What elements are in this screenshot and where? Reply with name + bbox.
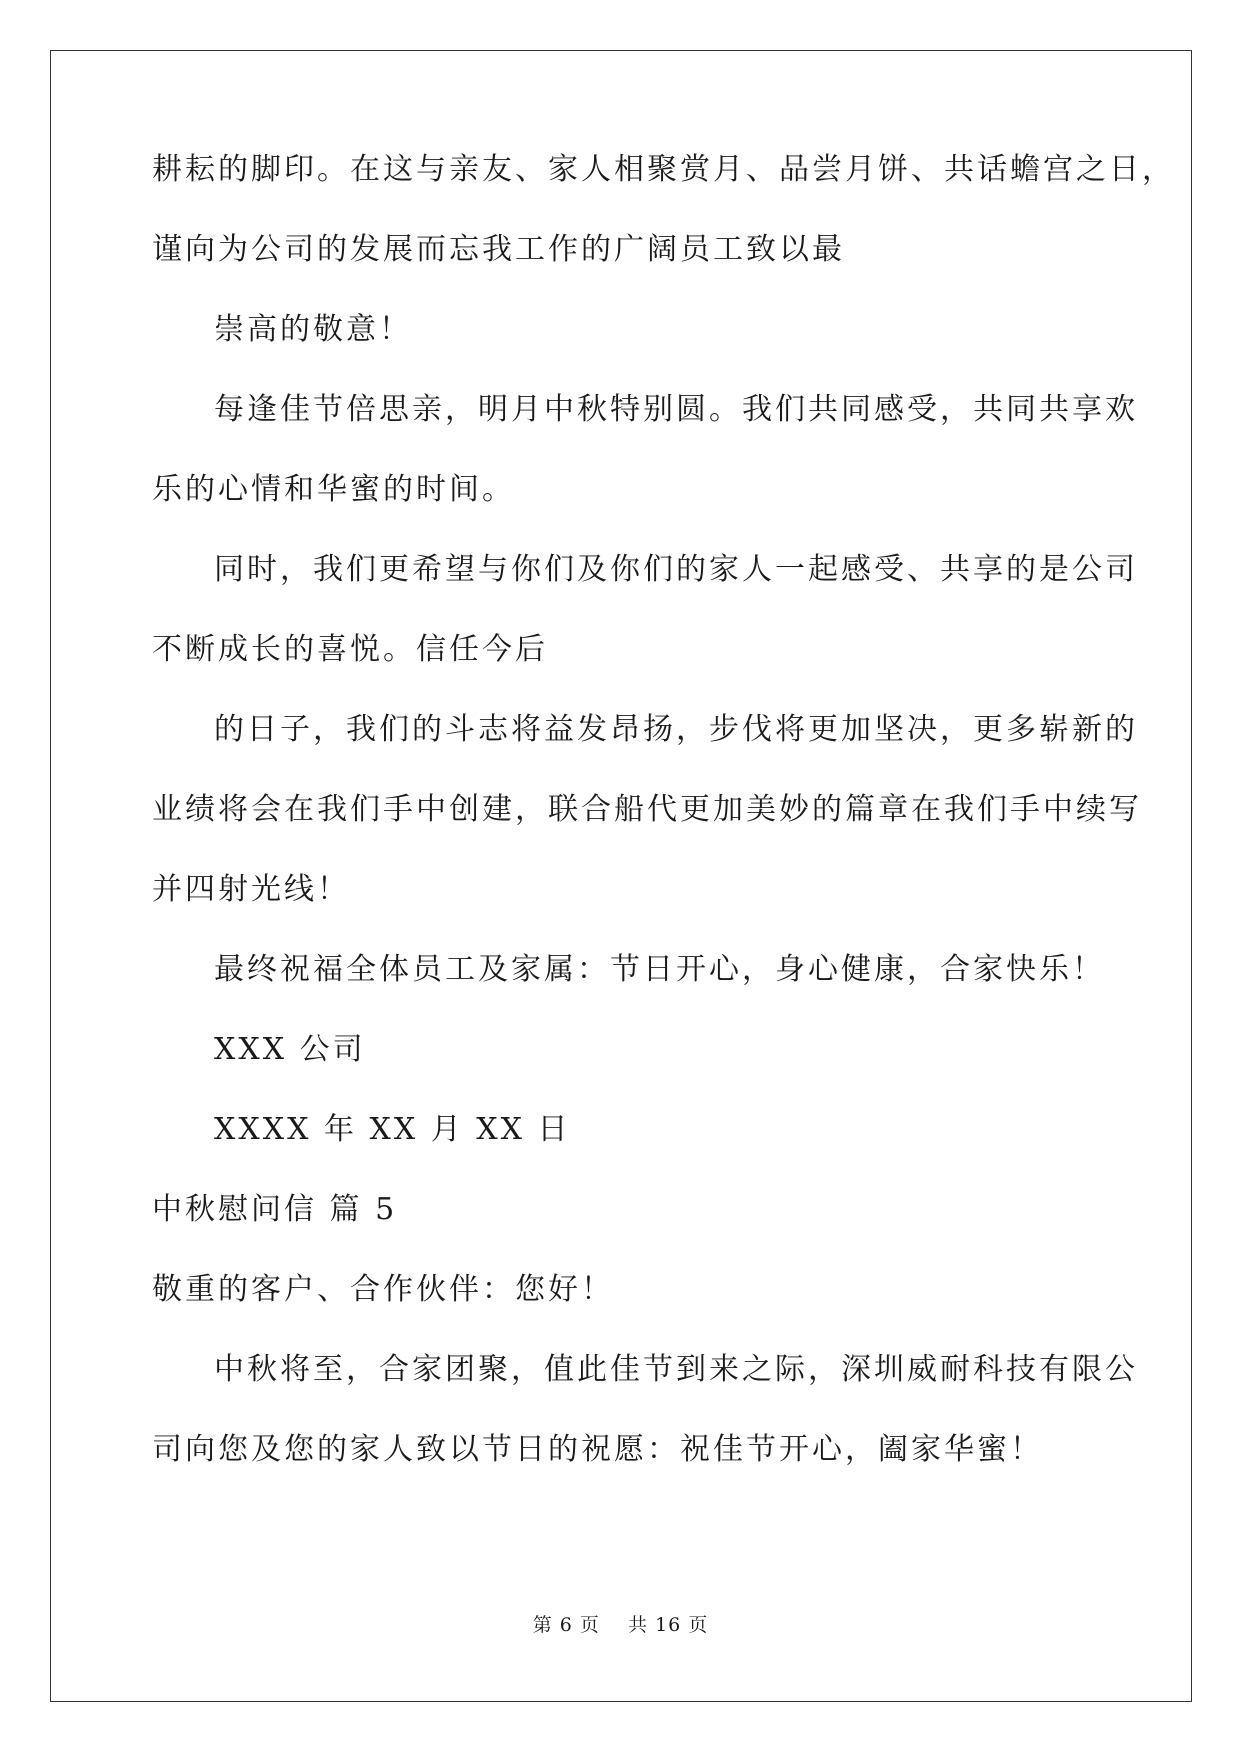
body-text-line: 耕耘的脚印。在这与亲友、家人相聚赏月、品尝月饼、共话蟾宫之日，: [152, 152, 1175, 187]
body-text-line: 崇高的敬意！: [214, 312, 412, 347]
salutation: 敬重的客户、合作伙伴：您好！: [152, 1272, 614, 1307]
body-text-line: 中秋将至，合家团聚，值此佳节到来之际，深圳威耐科技有限公: [214, 1352, 1138, 1387]
body-text-line: 最终祝福全体员工及家属：节日开心，身心健康，合家快乐！: [214, 952, 1105, 987]
body-text-line: 业绩将会在我们手中创建，联合船代更加美妙的篇章在我们手中续写: [152, 792, 1142, 827]
signature-date: XXXX 年 XX 月 XX 日: [214, 1112, 571, 1147]
body-text-line: 谨向为公司的发展而忘我工作的广阔员工致以最: [152, 232, 845, 267]
section-heading: 中秋慰问信 篇 5: [152, 1192, 398, 1227]
page-number: 第 6 页 共 16 页: [532, 1614, 709, 1636]
body-text-line: 司向您及您的家人致以节日的祝愿：祝佳节开心，阖家华蜜！: [152, 1432, 1043, 1467]
body-text-line: 每逢佳节倍思亲，明月中秋特别圆。我们共同感受，共同共享欢: [214, 392, 1138, 427]
signature-company: XXX 公司: [214, 1032, 366, 1067]
body-text-line: 同时，我们更希望与你们及你们的家人一起感受、共享的是公司: [214, 552, 1138, 587]
body-text-line: 不断成长的喜悦。信任今后: [152, 632, 548, 667]
body-text-line: 乐的心情和华蜜的时间。: [152, 472, 515, 507]
body-text-line: 并四射光线！: [152, 872, 350, 907]
body-text-line: 的日子，我们的斗志将益发昂扬，步伐将更加坚决，更多崭新的: [214, 712, 1138, 747]
